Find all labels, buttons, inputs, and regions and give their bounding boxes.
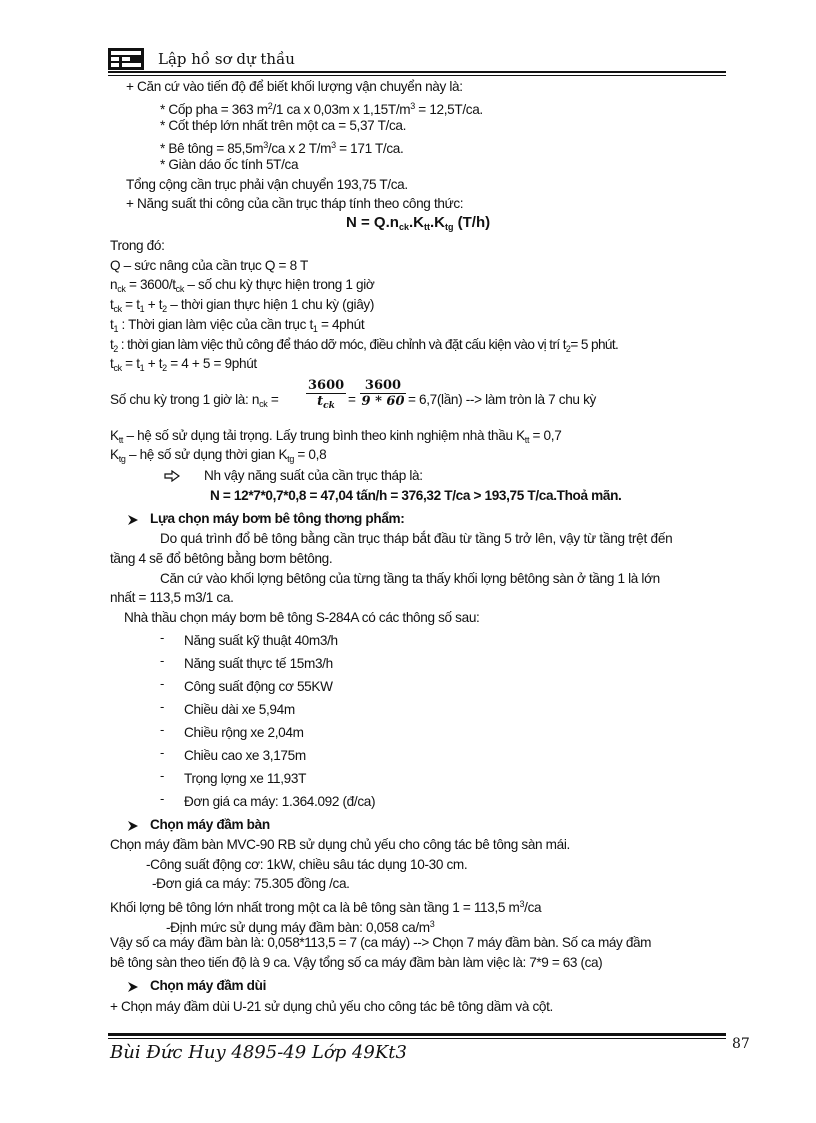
spec-item: Chiều rộng xe 2,04m [184,725,304,740]
section-heading: Chọn máy đầm bàn [150,817,270,832]
text-line: Tổng cộng cần trục phải vận chuyển 193,75 T/ca. [126,177,408,192]
formula: $N = Q.n_{ck}.K_{tt}.K_{tg}$ (T/h) [346,214,491,232]
spec-item: Chiều cao xe 3,175m [184,748,306,763]
text-line: Chọn máy đầm bàn MVC-90 RB sử dụng chủ yếu cho công tác bê tông sàn mái. [110,837,570,852]
arrowhead-bullet-icon [127,820,139,832]
arrowhead-bullet-icon [127,514,139,526]
text-line: * Cốt thép lớn nhất trên một ca = 5,37 T/ca. [160,118,407,133]
page-number: 87 [732,1036,750,1052]
dash-bullet: - [160,745,165,760]
footer-rule [108,1033,726,1036]
text-line: Số chu kỳ trong 1 giờ là: $n_{ck}$ = [110,392,279,409]
text-line: * Cốp pha = 363 $m^2/1$ ca x 0,03m x $1,15T/m^3 = 12,5T/ca$. [160,101,483,117]
text-line: Trong đó: [110,238,165,253]
text-line: Q – sức nâng của cần trục Q = 8 T [110,258,308,273]
dash-bullet: - [160,768,165,783]
text-line: Vậy số ca máy đầm bàn là: 0,058*113,5 = 7 (ca máy) --> Chọn 7 máy đầm bàn. Số ca máy đầm [110,935,652,950]
text-line: Nh vậy năng suất của cần trục tháp là: [204,468,423,483]
text-line: nhất = 113,5 m3/1 ca. [110,590,234,605]
dash-bullet: - [160,791,165,806]
text-line: bê tông sàn theo tiến độ là 9 ca. Vậy tổng số ca máy đầm bàn làm việc là: 7*9 = 63 (ca) [110,955,603,970]
arrowhead-bullet-icon [127,981,139,993]
text-line: $K_{tt}$ – hệ số sử dụng tải trọng. Lấy trung bình theo kinh nghiệm nhà thầu $K_{tt} = 0,7$ [110,428,562,445]
dash-bullet: - [160,630,165,645]
text-line: $t_{ck} = t_1 + t_2$ – thời gian thực hiện 1 chu kỳ (giây) [110,297,375,314]
text-line: $t_{ck} = t_1 + t_2 = 4 + 5$ = 9phút [110,356,257,373]
footer-rule-thin [108,1038,726,1039]
text-line: + Năng suất thi công của cần trục tháp tính theo công thức: [126,196,464,211]
header-rule-thin [108,75,726,76]
text-line: $n_{ck} = 3600/t_{ck}$ – số chu kỳ thực hiện trong 1 giờ [110,277,375,294]
text-line: = 6,7(lần) --> làm tròn là 7 chu kỳ [408,392,596,407]
equals-sign: = [348,392,356,407]
text-line: * Giàn dáo ốc tính 5T/ca [160,157,299,172]
dash-bullet: - [160,653,165,668]
text-line: -Công suất động cơ: 1kW, chiều sâu tác dụng 10-30 cm. [146,857,468,872]
footer-author: Bùi Đức Huy 4895-49 Lớp 49Kt3 [110,1042,407,1063]
text-line: Khối lợng bê tông lớn nhất trong một ca là bê tông sàn tầng 1 = 113,5 $m^3/ca$ [110,899,542,915]
text-line: Căn cứ vào khối lợng bêtông của từng tầng ta thấy khối lợng bêtông sàn ở tầng 1 là lớn [160,571,660,586]
section-heading: Lựa chọn máy bơm bê tông thơng phẩm: [150,511,405,526]
page-header [108,48,728,72]
dash-bullet: - [160,699,165,714]
text-line: tầng 4 sẽ đổ bêtông bằng bơm bêtông. [110,551,333,566]
spec-item: Đơn giá ca máy: 1.364.092 (đ/ca) [184,794,376,809]
text-line: + Chọn máy đầm dùi U-21 sử dụng chủ yếu cho công tác bê tông dầm và cột. [110,999,553,1014]
spec-item: Năng suất thực tế 15m3/h [184,656,333,671]
header-title: Lập hồ sơ dự thầu [158,50,295,68]
text-line: $K_{tg}$ – hệ số sử dụng thời gian $K_{tg} = 0,8$ [110,447,327,464]
text-line: Do quá trình đổ bê tông bằng cần trục tháp bắt đầu từ tầng 5 trở lên, vậy từ tầng trệt đến [160,531,673,546]
spec-item: Trọng lợng xe 11,93T [184,771,307,786]
fraction: 3600 $t_{ck}$ [308,378,345,411]
spec-item: Công suất động cơ 55KW [184,679,333,694]
text-line: * Bê tông = $85,5m^3/ca$ x 2 $T/m^3 = 171$ T/ca. [160,140,404,156]
text-line: $t_2$ : thời gian làm việc thủ công để tháo dỡ móc, điều chỉnh và đặt cấu kiện vào vị trí $t_2= 5$ phút. [110,337,619,354]
section-heading: Chọn máy đầm dùi [150,978,267,993]
text-line: -Đơn giá ca máy: 75.305 đồng /ca. [152,876,350,891]
text-line: Nhà thầu chọn máy bơm bê tông S-284A có các thông số sau: [124,610,480,625]
spec-item: Năng suất kỹ thuật 40m3/h [184,633,338,648]
text-line: $t_1$ : Thời gian làm việc của cần trục $t_1$ = 4phút [110,317,365,334]
text-line: -Định mức sử dụng máy đầm bàn: 0,058 $ca/m^3$ [166,919,435,935]
result-line: N = 12*7*0,7*0,8 = 47,04 tấn/h = 376,32 T/ca > 193,75 T/ca.Thoả mãn. [210,488,622,503]
text-line: + Căn cứ vào tiến độ để biết khối lượng vận chuyển này là: [126,79,463,94]
header-logo-icon [108,48,144,70]
header-rule [108,71,726,73]
hollow-arrow-icon [164,470,180,482]
spec-item: Chiều dài xe 5,94m [184,702,295,717]
fraction: $\frac{3600}{9 * 60}$ [361,378,405,409]
dash-bullet: - [160,676,165,691]
dash-bullet: - [160,722,165,737]
